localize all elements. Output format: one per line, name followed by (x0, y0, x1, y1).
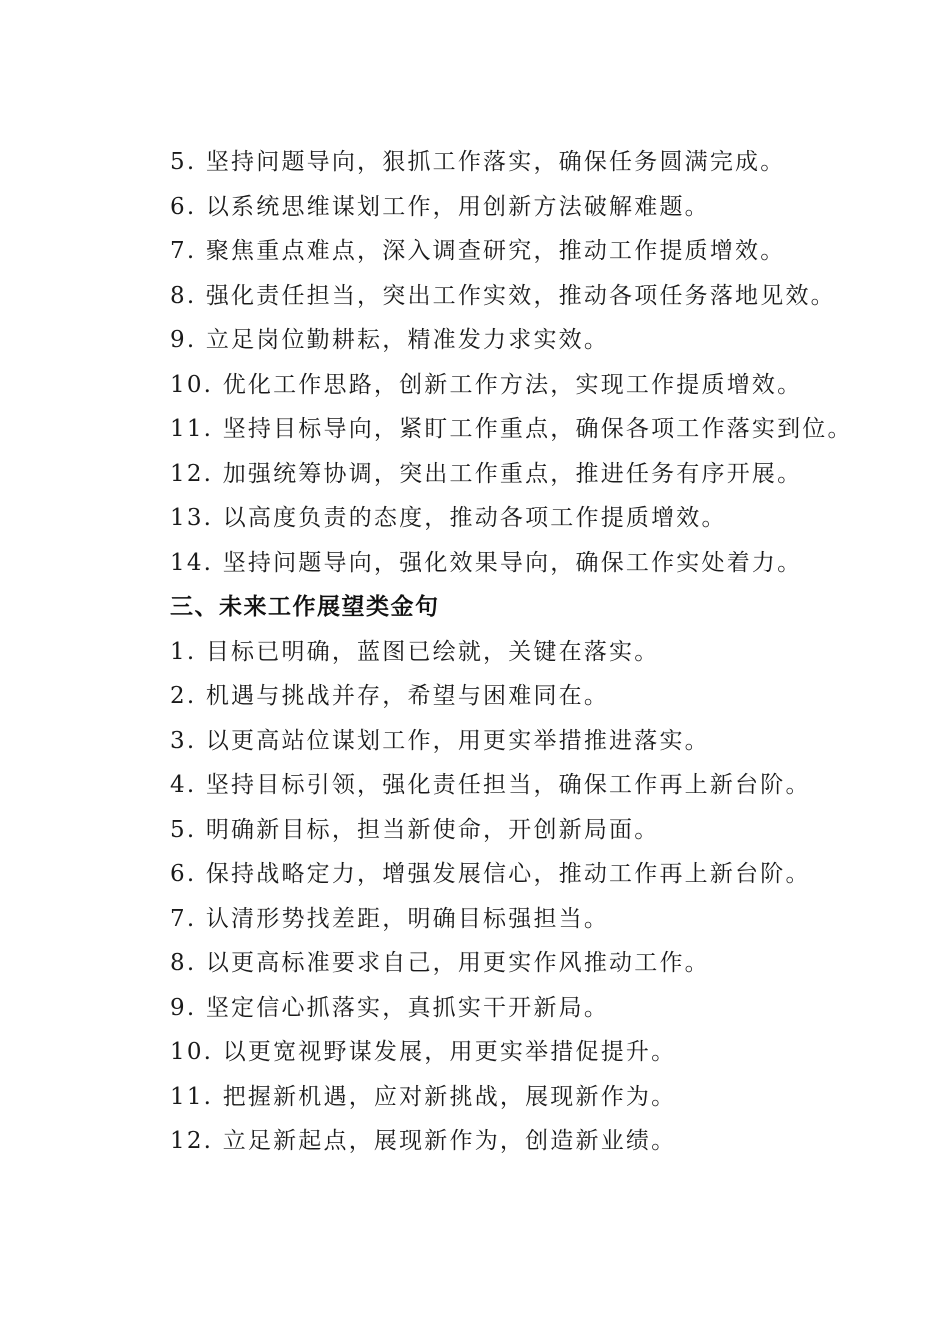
list-item: 7. 聚焦重点难点，深入调查研究，推动工作提质增效。 (170, 238, 786, 264)
list-item: 9. 坚定信心抓落实，真抓实干开新局。 (170, 994, 610, 1021)
list-item: 12. 立足新起点，展现新作为，创造新业绩。 (170, 1128, 677, 1154)
list-item: 3. 以更高站位谋划工作，用更实举措推进落实。 (170, 727, 710, 754)
list-item: 2. 机遇与挑战并存，希望与困难同在。 (170, 683, 610, 709)
list-item: 6. 以系统思维谋划工作，用创新方法破解难题。 (170, 193, 710, 220)
list-item: 8. 以更高标准要求自己，用更实作风推动工作。 (170, 950, 710, 976)
list-item: 9. 立足岗位勤耕耘，精准发力求实效。 (170, 327, 610, 353)
list-item: 8. 强化责任担当，突出工作实效，推动各项任务落地见效。 (170, 282, 836, 309)
section-heading: 三、未来工作展望类金句 (170, 594, 440, 620)
list-item: 5. 坚持问题导向，狠抓工作落实，确保任务圆满完成。 (170, 149, 786, 175)
document-body (170, 144, 870, 1168)
list-item: 10. 优化工作思路，创新工作方法，实现工作提质增效。 (170, 371, 803, 398)
list-item: 12. 加强统筹协调，突出工作重点，推进任务有序开展。 (170, 460, 803, 487)
list-item: 13. 以高度负责的态度，推动各项工作提质增效。 (170, 505, 727, 531)
list-item: 14. 坚持问题导向，强化效果导向，确保工作实处着力。 (170, 549, 803, 576)
list-item: 1. 目标已明确，蓝图已绘就，关键在落实。 (170, 638, 660, 665)
list-item: 11. 坚持目标导向，紧盯工作重点，确保各项工作落实到位。 (170, 416, 853, 442)
list-item: 4. 坚持目标引领，强化责任担当，确保工作再上新台阶。 (170, 772, 811, 798)
list-item: 11. 把握新机遇，应对新挑战，展现新作为。 (170, 1083, 677, 1110)
list-item: 10. 以更宽视野谋发展，用更实举措促提升。 (170, 1039, 677, 1065)
list-item: 7. 认清形势找差距，明确目标强担当。 (170, 905, 610, 932)
list-item: 5. 明确新目标，担当新使命，开创新局面。 (170, 816, 660, 843)
list-item: 6. 保持战略定力，增强发展信心，推动工作再上新台阶。 (170, 861, 811, 887)
